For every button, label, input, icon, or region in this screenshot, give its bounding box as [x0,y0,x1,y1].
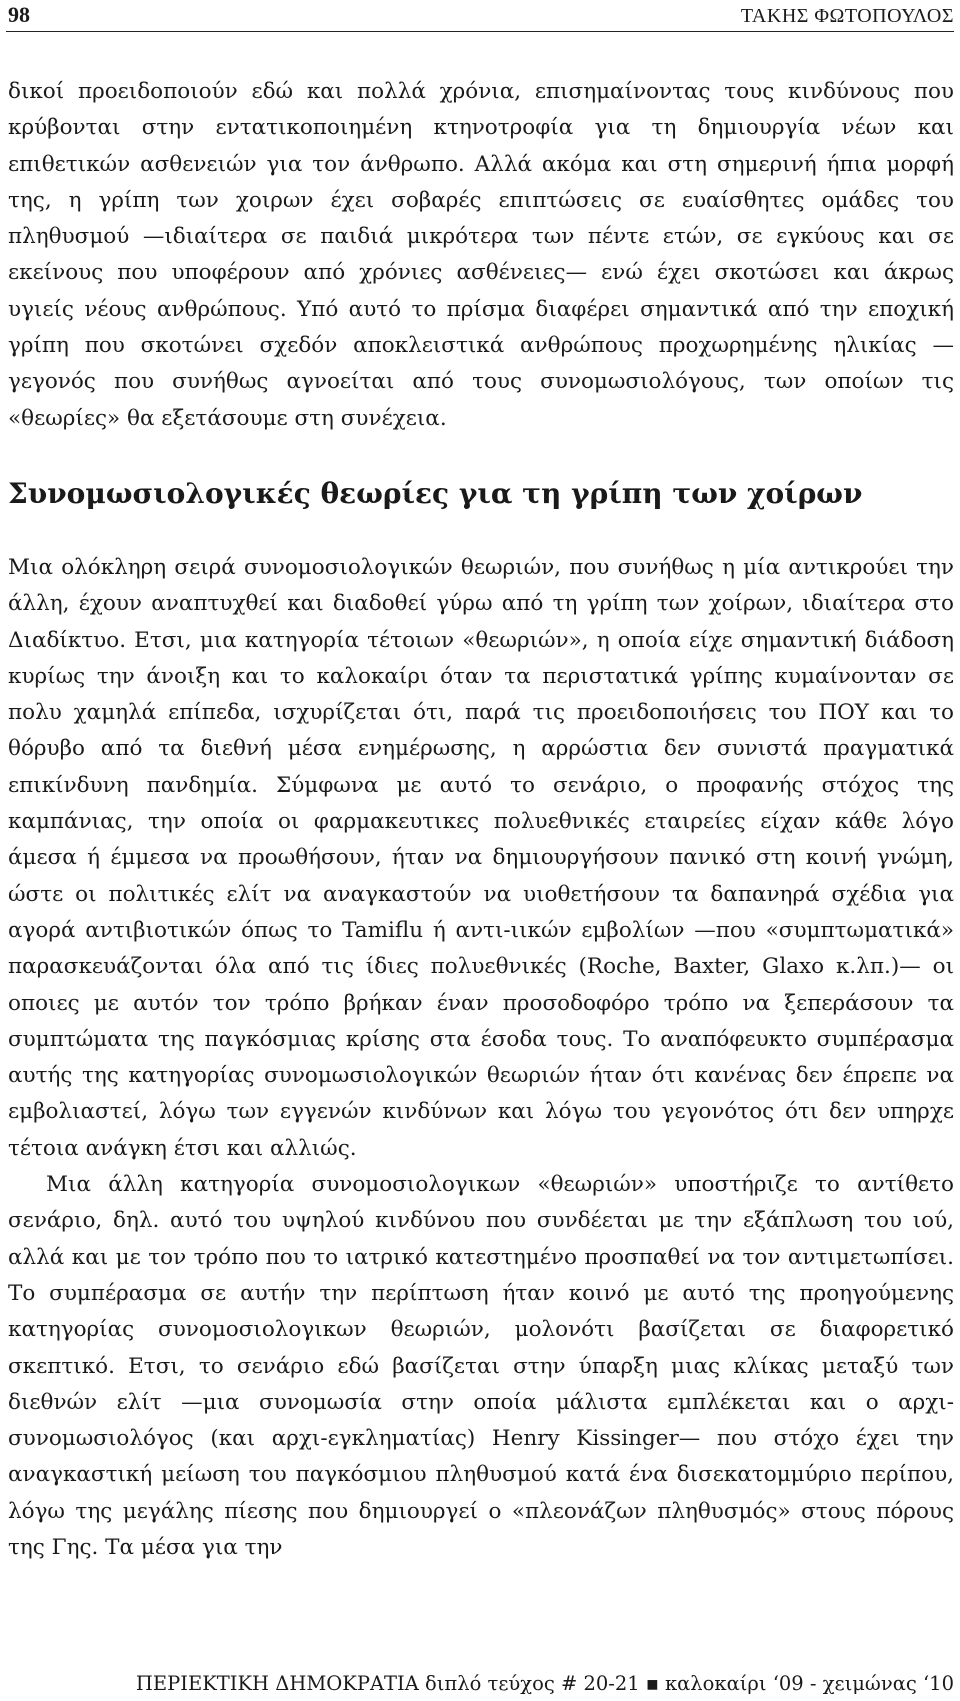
section-text-block [8,550,954,1566]
page-footer [136,1672,954,1696]
running-header-author: ΤΑΚΗΣ ΦΩΤΟΠΟΥΛΟΣ [740,5,954,27]
intro-text-block [8,74,954,437]
section-paragraph-1: Μια ολόκληρη σειρά συνομοσιολογικών θεωριών, που συνήθως η μία αντικρούει την άλλη, έχουν αναπτυχθεί και διαδοθεί γύρω από τη γρίπη των χοίρων, ιδιαίτερα στο Διαδίκτυο. Ετσι, μια κατηγορία τέτοιων «θεωριών», η οποία είχε σημαντική διάδοση κυρίως την άνοιξη και το καλοκαίρι όταν τα περιστατικά γρίπης κυμαίνονταν σε πολυ χαμηλά επίπεδα, ισχυρίζεται ότι, παρά τις προειδοποιήσεις του ΠΟΥ και το θόρυβο από τα διεθνή μέσα ενημέρωσης, η αρρώστια δεν συνιστά πραγματικά επικίνδυνη πανδημία. Σύμφωνα με αυτό το σενάριο, ο προφανής στόχος της καμπάνιας, την οποία οι φαρμακευτικες πολυεθνικές εταιρείες είχαν κάθε λόγο άμεσα ή έμμεσα να προωθήσουν, ήταν να δημιουργήσουν πανικό στη κοινή γνώμη, ώστε οι πολιτικές ελίτ να αναγκαστούν να υιοθετήσουν τα δαπανηρά σχέδια για αγορά αντιβιοτικών όπως το Tamiflu ή αντι-ιικών εμβολίων —που «συμπτωματικά» παρασκευάζονται όλα από τις ίδιες πολυεθνικές (Roche, Baxter, Glaxo κ.λπ.)— οι οποιες με αυτόν τον τρόπο βρήκαν έναν προσοδοφόρο τρόπο να ξεπεράσουν τα συμπτώματα της παγκόσμιας κρίσης στα έσοδα τους. Το αναπόφευκτο συμπέρασμα αυτής της κατηγορίας συνομωσιολογικών θεωριών ήταν ότι κανένας δεν έπρεπε να εμβολιαστεί, λόγω των εγγενών κινδύνων και λόγω του γεγονότος ότι δεν υπηρχε τέτοια ανάγκη έτσι και αλλιώς. [8,555,954,1161]
intro-paragraph: δικοί προειδοποιούν εδώ και πολλά χρόνια, επισημαίνοντας τους κινδύνους που κρύβονται στην εντατικοποιημένη κτηνοτροφία για τη δημιουργία νέων και επιθετικών ασθενειών για τον άνθρωπο. Αλλά ακόμα και στη σημερινή ήπια μορφή της, η γρίπη των χοιρων έχει σοβαρές επιπτώσεις σε ευαίσθητες ομάδες του πληθυσμού —ιδιαίτερα σε παιδιά μικρότερα των πέντε ετών, σε εγκύους και σε εκείνους που υποφέρουν από χρόνιες ασθένειες— ενώ έχει σκοτώσει και άκρως υγιείς νέους ανθρώπους. Υπό αυτό το πρίσμα διαφέρει σημαντικά από την εποχική γρίπη που σκοτώνει σχεδόν αποκλειστικά ανθρώπους προχωρημένης ηλικίας —γεγονός που συνήθως αγνοείται από τους συνομωσιολόγους, των οποίων τις «θεωρίες» θα εξετάσουμε στη συνέχεια. [8,79,954,431]
footer-publication: ΠΕΡΙΕΚΤΙΚΗ ΔΗΜΟΚΡΑΤΙΑ διπλό τεύχος # 20-21 [135,1672,640,1695]
page-number: 98 [8,2,30,27]
section-paragraph-2: Μια άλλη κατηγορία συνομοσιολογικων «θεωριών» υποστήριζε το αντίθετο σενάριο, δηλ. αυτό του υψηλού κινδύνου που συνδέεται με την εξάπλωση του ιού, αλλά και με τον τρόπο που το ιατρικό κατεστημένο προσπαθεί να τον αντιμετωπίσει. Το συμπέρασμα σε αυτήν την περίπτωση ήταν κοινό με αυτό της προηγούμενης κατηγορίας συνομοσιολογικων θεωριών, μολονότι βασίζεται σε διαφορετικό σκεπτικό. Ετσι, το σενάριο εδώ βασίζεται στην ύπαρξη μιας κλίκας μεταξύ των διεθνών ελίτ —μια συνομωσία στην οποία μάλιστα εμπλέκεται και ο αρχι-συνομωσιολόγος (και αρχι-εγκληματίας) Henry Kissinger— που στόχο έχει την αναγκαστική μείωση του παγκόσμιου πληθυσμού κατά ένα δισεκατομμύριο περίπου, λόγω της μεγάλης πίεσης που δημιουργεί ο «πλεονάζων πληθυσμός» στους πόρους της Γης. Τα μέσα για την [8,1172,954,1561]
running-header [8,2,954,30]
footer-separator: ▪ [645,1672,659,1695]
section-heading: Συνομωσιολογικές θεωρίες για τη γρίπη των χοίρων [8,477,863,510]
footer-issue-period: καλοκαίρι ‘09 - χειμώνας ‘10 [664,1672,954,1695]
header-divider [6,31,954,32]
